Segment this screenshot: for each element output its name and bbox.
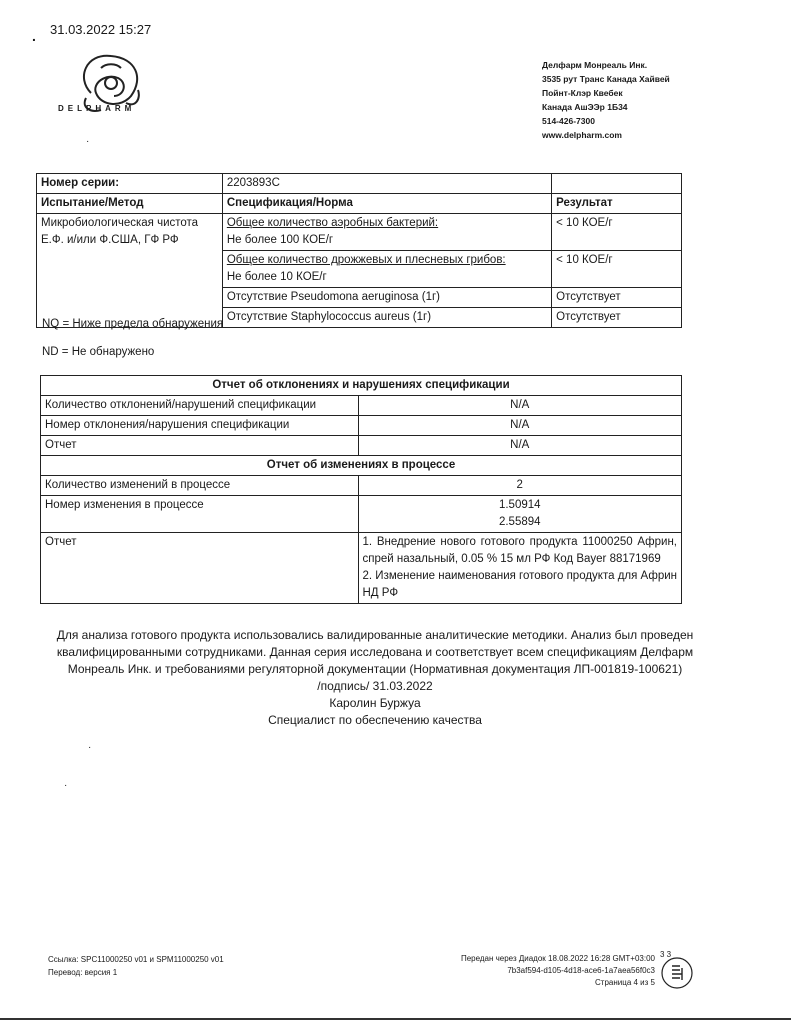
report-label: Отчет [41, 533, 359, 604]
deviation-label: Отчет [41, 436, 359, 456]
change-number-label: Номер изменения в процессе [41, 496, 359, 533]
test-cell [37, 214, 223, 328]
footer-translation: Перевод: версия 1 [48, 968, 118, 977]
spec-cell [222, 214, 551, 251]
result-cell: Отсутствует [552, 288, 682, 308]
footer-transfer: Передан через Диадок 18.08.2022 16:28 GMT+03:00 [460, 954, 655, 963]
change-numbers [358, 496, 682, 533]
report-cell [358, 533, 682, 604]
col-result: Результат [552, 194, 682, 214]
signer-position: Специалист по обеспечению качества [268, 713, 482, 727]
report-item-number: 2. [362, 570, 373, 582]
footer-right [455, 953, 655, 989]
change-number: 1.50914 [498, 499, 541, 511]
delpharm-logo-icon [66, 48, 156, 128]
scan-speck: · [86, 136, 90, 147]
report-item [363, 534, 678, 568]
address-line: www.delpharm.com [542, 130, 622, 140]
scan-speck: · [88, 742, 92, 753]
spec-limit: Не более 100 КОЕ/г [226, 234, 334, 246]
batch-label: Номер серии: [37, 174, 223, 194]
spec-cell [222, 251, 551, 288]
spec-cell: Отсутствие Pseudomona aeruginosa (1г) [222, 288, 551, 308]
deviation-value: N/A [358, 436, 682, 456]
spec-cell: Отсутствие Staphylococcus aureus (1г) [222, 308, 551, 328]
address-line: Пойнт-Клэр Квебек [542, 88, 623, 98]
page-corner: 3 3 [660, 950, 672, 959]
change-number: 2.55894 [498, 516, 541, 528]
footer-page: Страница 4 из 5 [595, 978, 655, 987]
footer-hash: 7b3af594-d105-4d18-ace6-1a7aea56f0c3 [507, 966, 655, 975]
report-item-text: Внедрение нового готового продукта 11000250 Африн, спрей назальный, 0.05 % 15 мл РФ Код Bayer 88171969 [362, 536, 677, 565]
col-test: Испытание/Метод [37, 194, 223, 214]
nd-note: ND = Не обнаружено [42, 346, 155, 358]
spec-title: Общее количество аэробных бактерий: [226, 217, 439, 229]
result-cell: < 10 КОЕ/г [552, 251, 682, 288]
deviation-value: N/A [358, 416, 682, 436]
conclusion-paragraph: Для анализа готового продукта использовались валидированные аналитические методики. Анализ был проведен квалифицированными сотрудниками. Данная серия исследована и соответствует всем спецификациям Делфарм Монреаль Инк. и требованиями регуляторной документации (Нормативная документация ЛП-001819-100621) [56, 628, 694, 676]
signature: /подпись/ 31.03.2022 [317, 679, 433, 693]
address-line: 3535 рут Транс Канада Хайвей [542, 74, 670, 84]
result-cell: Отсутствует [552, 308, 682, 328]
deviation-label: Количество отклонений/нарушений спецификации [41, 396, 359, 416]
signer-name: Каролин Буржуа [329, 696, 421, 710]
spec-title: Общее количество дрожжевых и плесневых грибов: [226, 254, 506, 266]
deviation-value: N/A [358, 396, 682, 416]
result-cell: < 10 КОЕ/г [552, 214, 682, 251]
change-count-value: 2 [358, 476, 682, 496]
page-bottom-line [0, 1018, 791, 1020]
report-item-number: 1. [362, 536, 373, 548]
scan-speck: · [64, 780, 68, 791]
deviation-label: Номер отклонения/нарушения спецификации [41, 416, 359, 436]
address-line: 514-426-7300 [542, 116, 595, 126]
col-spec: Спецификация/Норма [222, 194, 551, 214]
timestamp: 31.03.2022 15:27 [50, 22, 152, 37]
spec-limit: Не более 10 КОЕ/г [226, 271, 327, 283]
test-name: Микробиологическая чистота [41, 217, 199, 229]
nq-note: NQ = Ниже предела обнаружения [42, 318, 224, 330]
footer-ref: Ссылка: SPC11000250 v01 и SPM11000250 v01 [48, 955, 224, 964]
empty-cell [552, 174, 682, 194]
address-line: Канада АшЭЭр 1Б34 [542, 102, 628, 112]
margin-dot: . [32, 28, 36, 44]
conclusion [55, 627, 695, 729]
test-method: Е.Ф. и/или Ф.США, ГФ РФ [41, 234, 179, 246]
change-count-label: Количество изменений в процессе [41, 476, 359, 496]
company-address [542, 58, 670, 142]
deviation-table [40, 375, 682, 604]
report-item-text: Изменение наименования готового продукта для Африн НД РФ [362, 570, 677, 599]
footer-left [48, 953, 224, 979]
diadoc-stamp-icon [660, 956, 694, 990]
change-title: Отчет об изменениях в процессе [41, 456, 682, 476]
spec-table [36, 173, 682, 328]
address-line: Делфарм Монреаль Инк. [542, 60, 648, 70]
batch-value: 2203893С [222, 174, 551, 194]
logo-text: DELPHARM [58, 104, 136, 113]
report-item [363, 568, 678, 602]
deviation-title: Отчет об отклонениях и нарушениях спецификации [41, 376, 682, 396]
